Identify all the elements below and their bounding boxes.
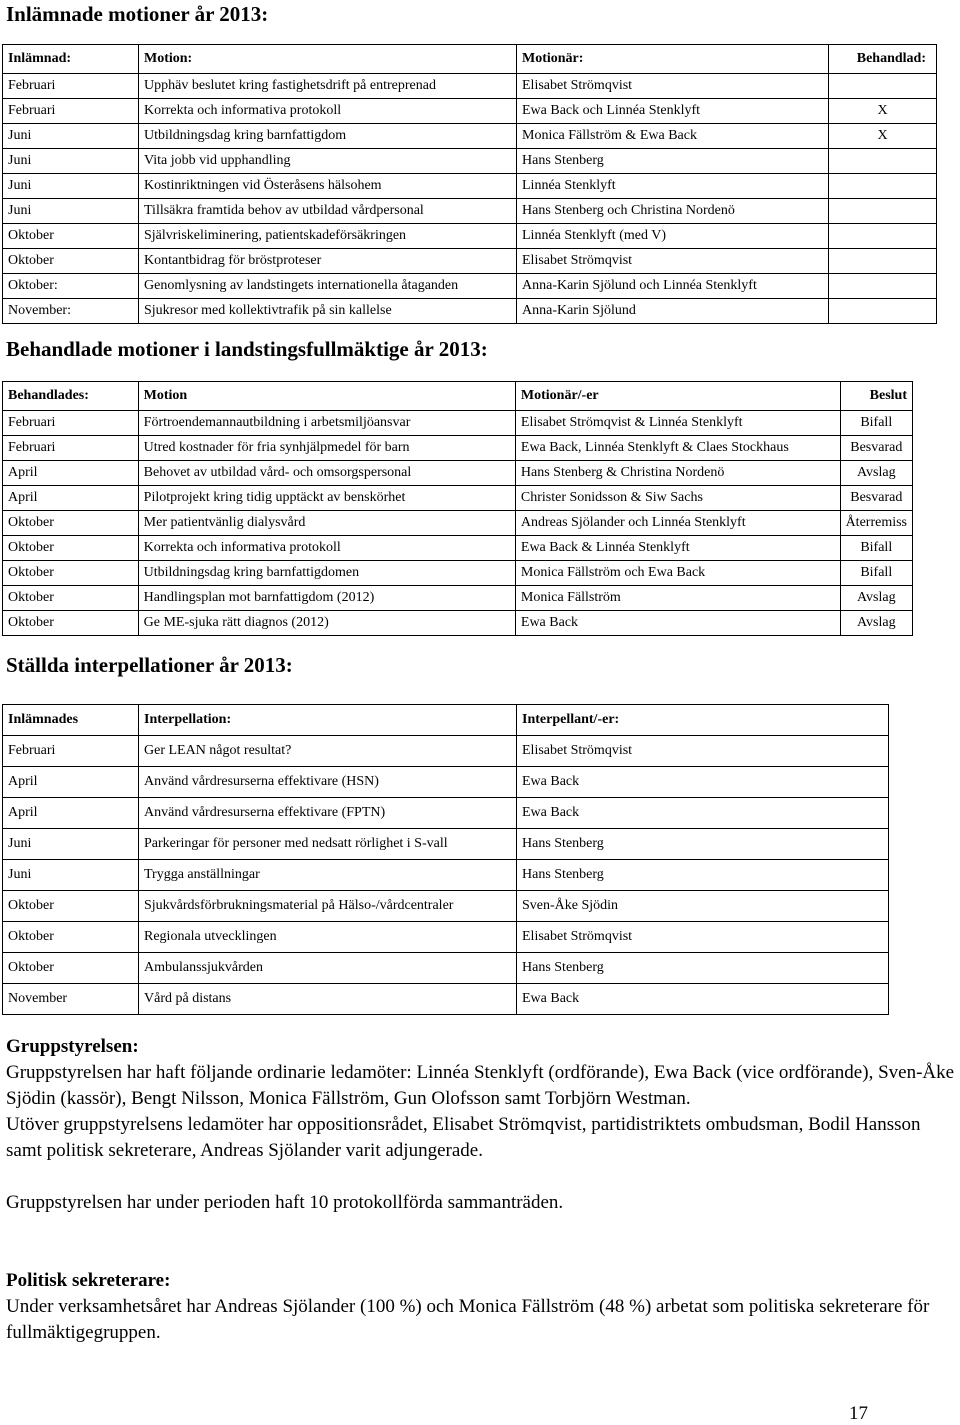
table-cell: Kostinriktningen vid Österåsens hälsohem bbox=[139, 174, 517, 199]
table-cell: Oktober bbox=[3, 586, 139, 611]
gruppstyrelsen-section bbox=[6, 1034, 956, 1216]
table-cell: April bbox=[3, 486, 139, 511]
table-cell: Elisabet Strömqvist & Linnéa Stenklyft bbox=[515, 411, 840, 436]
header-cell: Motionär: bbox=[517, 45, 829, 74]
table-cell: April bbox=[3, 798, 139, 829]
table-cell: Besvarad bbox=[840, 436, 912, 461]
table-row bbox=[3, 174, 937, 199]
table-cell: Juni bbox=[3, 149, 139, 174]
table-cell bbox=[829, 174, 937, 199]
table-row bbox=[3, 536, 913, 561]
section-heading-behandlade-motioner: Behandlade motioner i landstingsfullmäktige år 2013: bbox=[6, 337, 488, 361]
table-cell: Genomlysning av landstingets internationella åtaganden bbox=[139, 274, 517, 299]
table-cell: Hans Stenberg bbox=[517, 149, 829, 174]
politisk-sekreterare-paragraph: Under verksamhetsåret har Andreas Sjölander (100 %) och Monica Fällström (48 %) arbetat som politiska sekreterare för fullmäktigegruppen. bbox=[6, 1296, 930, 1343]
section-heading-interpellationer: Ställda interpellationer år 2013: bbox=[6, 653, 293, 677]
table-cell: Elisabet Strömqvist bbox=[517, 74, 829, 99]
table-cell: Juni bbox=[3, 829, 139, 860]
table-cell: Sjukresor med kollektivtrafik på sin kallelse bbox=[139, 299, 517, 324]
table-cell: Februari bbox=[3, 436, 139, 461]
table-cell: Ge ME-sjuka rätt diagnos (2012) bbox=[138, 611, 515, 636]
table-cell: X bbox=[829, 99, 937, 124]
table-cell: Linnéa Stenklyft bbox=[517, 174, 829, 199]
politisk-sekreterare-section bbox=[6, 1268, 956, 1346]
table-row bbox=[3, 922, 889, 953]
interpellationer-table bbox=[2, 704, 889, 1015]
table-cell: Mer patientvänlig dialysvård bbox=[138, 511, 515, 536]
table-cell bbox=[829, 149, 937, 174]
table-cell: April bbox=[3, 767, 139, 798]
table-cell: Utbildningsdag kring barnfattigdomen bbox=[138, 561, 515, 586]
table-row bbox=[3, 224, 937, 249]
table-cell: Upphäv beslutet kring fastighetsdrift på entreprenad bbox=[139, 74, 517, 99]
header-cell: Motionär/-er bbox=[515, 382, 840, 411]
table-row bbox=[3, 586, 913, 611]
table-row bbox=[3, 798, 889, 829]
table-cell: Hans Stenberg och Christina Nordenö bbox=[517, 199, 829, 224]
table-cell: Bifall bbox=[840, 411, 912, 436]
table-row bbox=[3, 767, 889, 798]
table-cell bbox=[829, 199, 937, 224]
politisk-sekreterare-title: Politisk sekreterare: bbox=[6, 1270, 171, 1291]
table-cell: Utred kostnader för fria synhjälpmedel för barn bbox=[138, 436, 515, 461]
table-cell: Februari bbox=[3, 736, 139, 767]
table-cell: Oktober bbox=[3, 224, 139, 249]
table-cell: Elisabet Strömqvist bbox=[517, 922, 889, 953]
table-cell: Anna-Karin Sjölund och Linnéa Stenklyft bbox=[517, 274, 829, 299]
table-row bbox=[3, 561, 913, 586]
table-cell: Bifall bbox=[840, 561, 912, 586]
table-header-row bbox=[3, 705, 889, 736]
table-header-row bbox=[3, 45, 937, 74]
table-cell: Hans Stenberg bbox=[517, 829, 889, 860]
table-row bbox=[3, 611, 913, 636]
table-cell: Behovet av utbildad vård- och omsorgspersonal bbox=[138, 461, 515, 486]
header-cell: Interpellant/-er: bbox=[517, 705, 889, 736]
table-cell: April bbox=[3, 461, 139, 486]
table-cell: Ewa Back och Linnéa Stenklyft bbox=[517, 99, 829, 124]
table-cell: Oktober: bbox=[3, 274, 139, 299]
table-row bbox=[3, 511, 913, 536]
table-cell bbox=[829, 299, 937, 324]
table-cell: Avslag bbox=[840, 586, 912, 611]
table-row bbox=[3, 74, 937, 99]
table-cell: Återremiss bbox=[840, 511, 912, 536]
table-cell: Monica Fällström bbox=[515, 586, 840, 611]
table-cell: Februari bbox=[3, 74, 139, 99]
table-cell: Juni bbox=[3, 174, 139, 199]
table-row bbox=[3, 299, 937, 324]
table-row bbox=[3, 891, 889, 922]
table-cell: Anna-Karin Sjölund bbox=[517, 299, 829, 324]
table-cell: Parkeringar för personer med nedsatt rörlighet i S-vall bbox=[139, 829, 517, 860]
header-cell: Inlämnad: bbox=[3, 45, 139, 74]
table-cell: Andreas Sjölander och Linnéa Stenklyft bbox=[515, 511, 840, 536]
table-row bbox=[3, 984, 889, 1015]
header-cell: Behandlades: bbox=[3, 382, 139, 411]
table-cell: Handlingsplan mot barnfattigdom (2012) bbox=[138, 586, 515, 611]
table-cell: Sjukvårdsförbrukningsmaterial på Hälso-/vårdcentraler bbox=[139, 891, 517, 922]
table-row bbox=[3, 436, 913, 461]
header-cell: Interpellation: bbox=[139, 705, 517, 736]
table-cell: Oktober bbox=[3, 511, 139, 536]
table-cell: Avslag bbox=[840, 611, 912, 636]
table-cell: Ewa Back bbox=[517, 767, 889, 798]
table-cell bbox=[829, 224, 937, 249]
table-cell: Regionala utvecklingen bbox=[139, 922, 517, 953]
section-heading-inlamnade-motioner: Inlämnade motioner år 2013: bbox=[6, 2, 269, 26]
header-cell: Beslut bbox=[840, 382, 912, 411]
table-cell bbox=[829, 249, 937, 274]
gruppstyrelsen-title: Gruppstyrelsen: bbox=[6, 1036, 139, 1057]
table-cell: Elisabet Strömqvist bbox=[517, 249, 829, 274]
table-cell: Sven-Åke Sjödin bbox=[517, 891, 889, 922]
table-cell: Monica Fällström och Ewa Back bbox=[515, 561, 840, 586]
table-cell: Vård på distans bbox=[139, 984, 517, 1015]
table-cell: Hans Stenberg bbox=[517, 860, 889, 891]
table-row bbox=[3, 486, 913, 511]
table-cell: Använd vårdresurserna effektivare (HSN) bbox=[139, 767, 517, 798]
table-cell: Oktober bbox=[3, 611, 139, 636]
table-cell: Oktober bbox=[3, 922, 139, 953]
inlamnade-motioner-table bbox=[2, 44, 937, 324]
table-cell: Oktober bbox=[3, 891, 139, 922]
table-cell: Ewa Back bbox=[515, 611, 840, 636]
table-cell: Februari bbox=[3, 99, 139, 124]
table-cell bbox=[829, 274, 937, 299]
table-cell: Trygga anställningar bbox=[139, 860, 517, 891]
table-row bbox=[3, 860, 889, 891]
table-cell: Juni bbox=[3, 124, 139, 149]
table-cell: Christer Sonidsson & Siw Sachs bbox=[515, 486, 840, 511]
table-cell: Vita jobb vid upphandling bbox=[139, 149, 517, 174]
table-row bbox=[3, 149, 937, 174]
table-cell: Ewa Back bbox=[517, 984, 889, 1015]
table-cell: Besvarad bbox=[840, 486, 912, 511]
table-header-row bbox=[3, 382, 913, 411]
table-row bbox=[3, 829, 889, 860]
table-cell: Oktober bbox=[3, 561, 139, 586]
page-number: 17 bbox=[849, 1403, 868, 1424]
table-cell: November bbox=[3, 984, 139, 1015]
table-cell: Använd vårdresurserna effektivare (FPTN) bbox=[139, 798, 517, 829]
table-cell: Självriskeliminering, patientskadeförsäkringen bbox=[139, 224, 517, 249]
behandlade-motioner-table bbox=[2, 381, 913, 636]
table-cell: Ewa Back, Linnéa Stenklyft & Claes Stockhaus bbox=[515, 436, 840, 461]
table-cell: Pilotprojekt kring tidig upptäckt av benskörhet bbox=[138, 486, 515, 511]
table-row bbox=[3, 274, 937, 299]
table-cell: Hans Stenberg bbox=[517, 953, 889, 984]
table-row bbox=[3, 199, 937, 224]
table-cell: X bbox=[829, 124, 937, 149]
table-cell: November: bbox=[3, 299, 139, 324]
table-cell: Juni bbox=[3, 860, 139, 891]
gruppstyrelsen-paragraph: Gruppstyrelsen har under perioden haft 10 protokollförda sammanträden. bbox=[6, 1192, 564, 1213]
table-cell: Bifall bbox=[840, 536, 912, 561]
table-row bbox=[3, 953, 889, 984]
table-cell: Oktober bbox=[3, 249, 139, 274]
table-cell: Tillsäkra framtida behov av utbildad vårdpersonal bbox=[139, 199, 517, 224]
table-cell: Korrekta och informativa protokoll bbox=[138, 536, 515, 561]
table-row bbox=[3, 99, 937, 124]
header-cell: Inlämnades bbox=[3, 705, 139, 736]
table-cell: Oktober bbox=[3, 953, 139, 984]
table-cell: Förtroendemannautbildning i arbetsmiljöansvar bbox=[138, 411, 515, 436]
table-cell: Februari bbox=[3, 411, 139, 436]
table-cell: Monica Fällström & Ewa Back bbox=[517, 124, 829, 149]
gruppstyrelsen-paragraph: Utöver gruppstyrelsens ledamöter har oppositionsrådet, Elisabet Strömqvist, partidistriktets ombudsman, Bodil Hansson samt politisk sekreterare, Andreas Sjölander varit adjungerade. bbox=[6, 1114, 921, 1161]
header-cell: Behandlad: bbox=[829, 45, 937, 74]
gruppstyrelsen-paragraph: Gruppstyrelsen har haft följande ordinarie ledamöter: Linnéa Stenklyft (ordförande), Ewa Back (vice ordförande), Sven-Åke Sjödin (kassör), Bengt Nilsson, Monica Fällström, Gun Olofsson samt Torbjörn Westman. bbox=[6, 1062, 955, 1109]
table-cell: Utbildningsdag kring barnfattigdom bbox=[139, 124, 517, 149]
table-cell: Linnéa Stenklyft (med V) bbox=[517, 224, 829, 249]
table-cell: Hans Stenberg & Christina Nordenö bbox=[515, 461, 840, 486]
table-cell: Korrekta och informativa protokoll bbox=[139, 99, 517, 124]
header-cell: Motion bbox=[138, 382, 515, 411]
table-cell: Avslag bbox=[840, 461, 912, 486]
table-row bbox=[3, 411, 913, 436]
table-cell: Ambulanssjukvården bbox=[139, 953, 517, 984]
table-cell: Ewa Back bbox=[517, 798, 889, 829]
table-row bbox=[3, 124, 937, 149]
table-cell: Ewa Back & Linnéa Stenklyft bbox=[515, 536, 840, 561]
table-cell: Oktober bbox=[3, 536, 139, 561]
table-cell: Kontantbidrag för bröstproteser bbox=[139, 249, 517, 274]
table-cell: Ger LEAN något resultat? bbox=[139, 736, 517, 767]
table-cell: Elisabet Strömqvist bbox=[517, 736, 889, 767]
header-cell: Motion: bbox=[139, 45, 517, 74]
table-cell bbox=[829, 74, 937, 99]
table-row bbox=[3, 461, 913, 486]
table-row bbox=[3, 736, 889, 767]
table-cell: Juni bbox=[3, 199, 139, 224]
table-row bbox=[3, 249, 937, 274]
